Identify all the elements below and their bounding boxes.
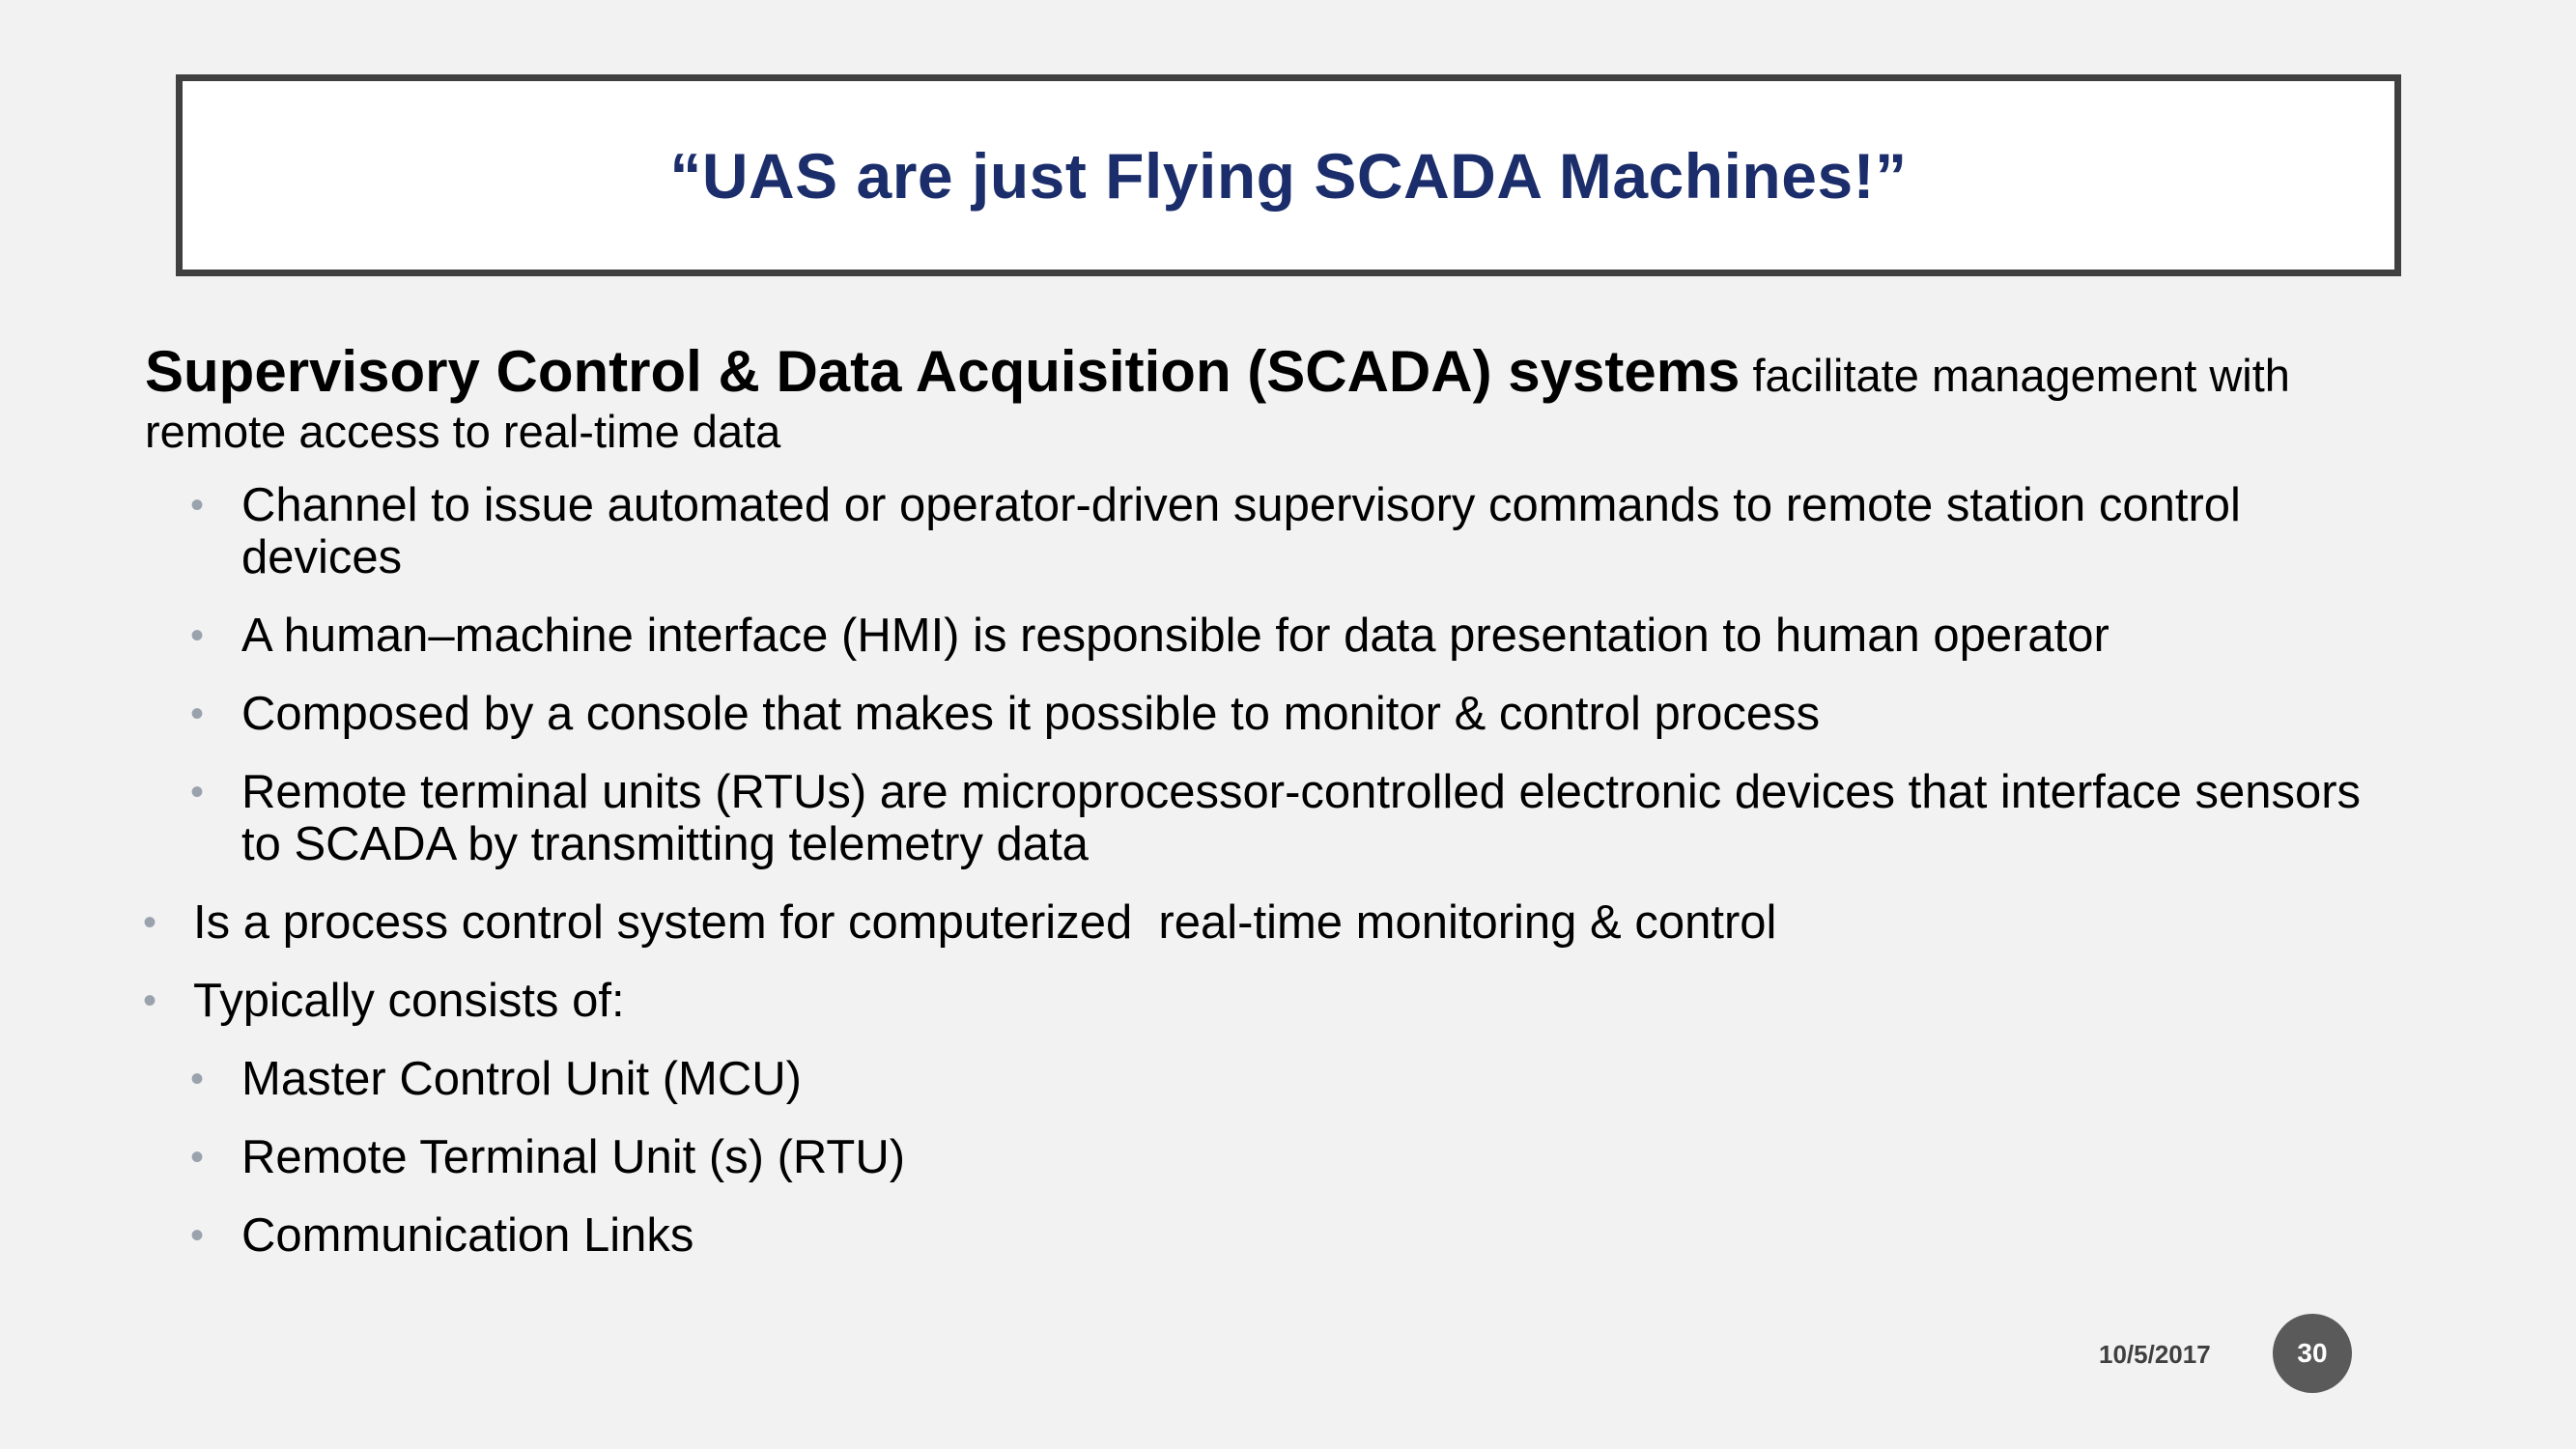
- bullet-item: [145, 688, 2405, 740]
- bullet-text: Master Control Unit (MCU): [241, 1053, 802, 1105]
- bullet-text: Typically consists of:: [193, 975, 625, 1027]
- bullet-icon: •: [190, 1214, 205, 1257]
- bullet-item: [145, 1209, 2405, 1262]
- intro-rest: facilitate management with remote access to real-time data: [145, 350, 2290, 457]
- slide-title: “UAS are just Flying SCADA Machines!”: [669, 139, 1908, 212]
- bullet-text: Remote terminal units (RTUs) are microprocessor-controlled electronic devices that interface sensors to SCADA by transmitting telemetry data: [241, 766, 2362, 870]
- bullet-item: [145, 479, 2405, 583]
- intro-paragraph: [145, 339, 2405, 460]
- bullet-icon: •: [190, 614, 205, 657]
- bullet-item: [145, 1053, 2405, 1105]
- bullet-text: Composed by a console that makes it possible to monitor & control process: [241, 688, 1821, 740]
- page-number: 30: [2297, 1338, 2328, 1368]
- bullet-icon: •: [143, 980, 157, 1022]
- bullet-item: [145, 1131, 2405, 1183]
- bullet-item: [145, 975, 2405, 1027]
- bullet-item: [145, 610, 2405, 662]
- bullet-icon: •: [190, 771, 205, 813]
- intro-lead: Supervisory Control & Data Acquisition (SCADA) systems: [145, 339, 1741, 404]
- bullet-icon: •: [190, 1058, 205, 1100]
- bullet-icon: •: [190, 693, 205, 735]
- bullet-text: Is a process control system for computerized real-time monitoring & control: [193, 896, 1777, 949]
- slide-body: [143, 339, 2405, 1288]
- bullet-icon: •: [190, 484, 205, 526]
- bullet-icon: •: [190, 1136, 205, 1179]
- bullet-text: Remote Terminal Unit (s) (RTU): [241, 1131, 906, 1183]
- bullet-text: Communication Links: [241, 1209, 694, 1262]
- footer-date: 10/5/2017: [2099, 1340, 2211, 1369]
- bullet-icon: •: [143, 901, 157, 944]
- page-number-badge: [2273, 1314, 2352, 1393]
- title-box: [176, 74, 2401, 276]
- bullet-item: [145, 766, 2405, 870]
- bullet-item: [145, 896, 2405, 949]
- bullet-text: A human–machine interface (HMI) is responsible for data presentation to human operator: [241, 610, 2109, 662]
- bullet-text: Channel to issue automated or operator-driven supervisory commands to remote station control devices: [241, 479, 2241, 583]
